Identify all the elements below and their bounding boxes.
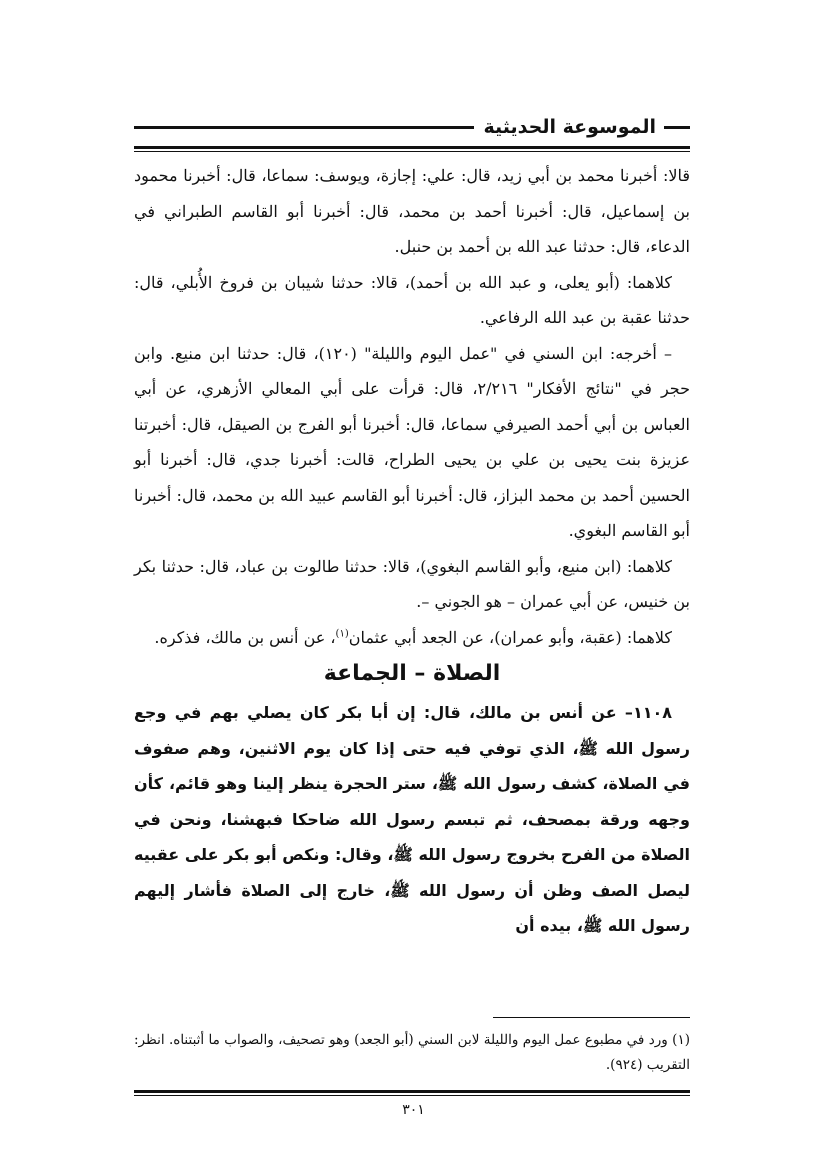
hadith-text: ١١٠٨– عن أنس بن مالك، قال: إن أبا بكر كان يصلي بهم في وجع رسول الله ﷺ، الذي توفي فيه حتى إذا كان يوم الاثنين، وهم صفوف في الصلاة، كشف رسول الله ﷺ، ستر الحجرة ينظر إلينا وهو قائم، كأن وجهه ورقة بمصحف، ثم تبسم رسول الله ضاحكا فبهشنا، ونحن في الصلاة من الفرح بخروج رسول الله ﷺ، وقال: ونكص أبو بكر على عقبيه ليصل الصف وظن أن رسول الله ﷺ، خارج إلى الصلاة فأشار إليهم رسول الله ﷺ، بيده أن (134, 703, 690, 935)
paragraph: قالا: أخبرنا محمد بن أبي زيد، قال: علي: إجازة، ويوسف: سماعا، قال: أخبرنا محمود بن إسماعيل، قال: أخبرنا أحمد بن محمد، قال: أخبرنا أبو القاسم الطبراني في الدعاء، قال: حدثنا عبد الله بن أحمد بن حنبل. (134, 166, 690, 256)
footnote: (١) ورد في مطبوع عمل اليوم والليلة لابن السني (أبو الجعد) وهو تصحيف، والصواب ما أثبتناه. انظر: التقريب (٩٢٤). (134, 1032, 690, 1073)
page-number: ٣٠١ (402, 1102, 425, 1118)
footnotes (134, 1028, 690, 1078)
header-bar-left (134, 126, 474, 129)
book-title: الموسوعة الحديثية (483, 116, 656, 138)
section-heading: الصلاة – الجماعة (323, 661, 501, 686)
paragraph: كلاهما: (أبو يعلى، و عبد الله بن أحمد)، قالا: حدثنا شيبان بن فروخ الأُبلي، قال: حدثنا عقبة بن عبد الله الرفاعي. (134, 272, 690, 327)
paragraph-text: ، عن أنس بن مالك، فذكره. (154, 627, 336, 647)
paragraph-text: كلاهما: (عقبة، وأبو عمران)، عن الجعد أبي عثمان (348, 627, 672, 647)
footnote-separator (493, 1017, 690, 1018)
paragraph-with-footnote-ref (134, 620, 690, 656)
running-header (134, 112, 690, 142)
paragraph: كلاهما: (ابن منيع، وأبو القاسم البغوي)، قالا: حدثنا طالوت بن عباد، قال: حدثنا بكر بن خنيس، عن أبي عمران – هو الجوني –. (134, 556, 690, 611)
header-bar-right (664, 126, 690, 129)
footnote-reference[interactable]: (١) (335, 628, 349, 640)
footer-double-rule (134, 1090, 690, 1096)
header-double-rule (134, 146, 690, 152)
paragraph: – أخرجه: ابن السني في "عمل اليوم والليلة" (١٢٠)، قال: حدثنا ابن منيع. وابن حجر في "نتائج الأفكار" ٢/٢١٦، قال: قرأت على أبي المعالي الأزهري، عن أبي العباس بن أبي أحمد الصيرفي سماعا، قال: أخبرنا أبو الفرج بن الصيقل، قال: أخبرتنا عزيزة بنت يحيى بن علي بن يحيى الطراح، قالت: أخبرنا جدي، قال: أخبرنا أبو الحسين أحمد بن محمد البزاز، قال: أخبرنا أبو القاسم عبيد الله بن محمد، قال: أخبرنا أبو القاسم البغوي. (134, 343, 691, 540)
main-text (134, 158, 690, 944)
